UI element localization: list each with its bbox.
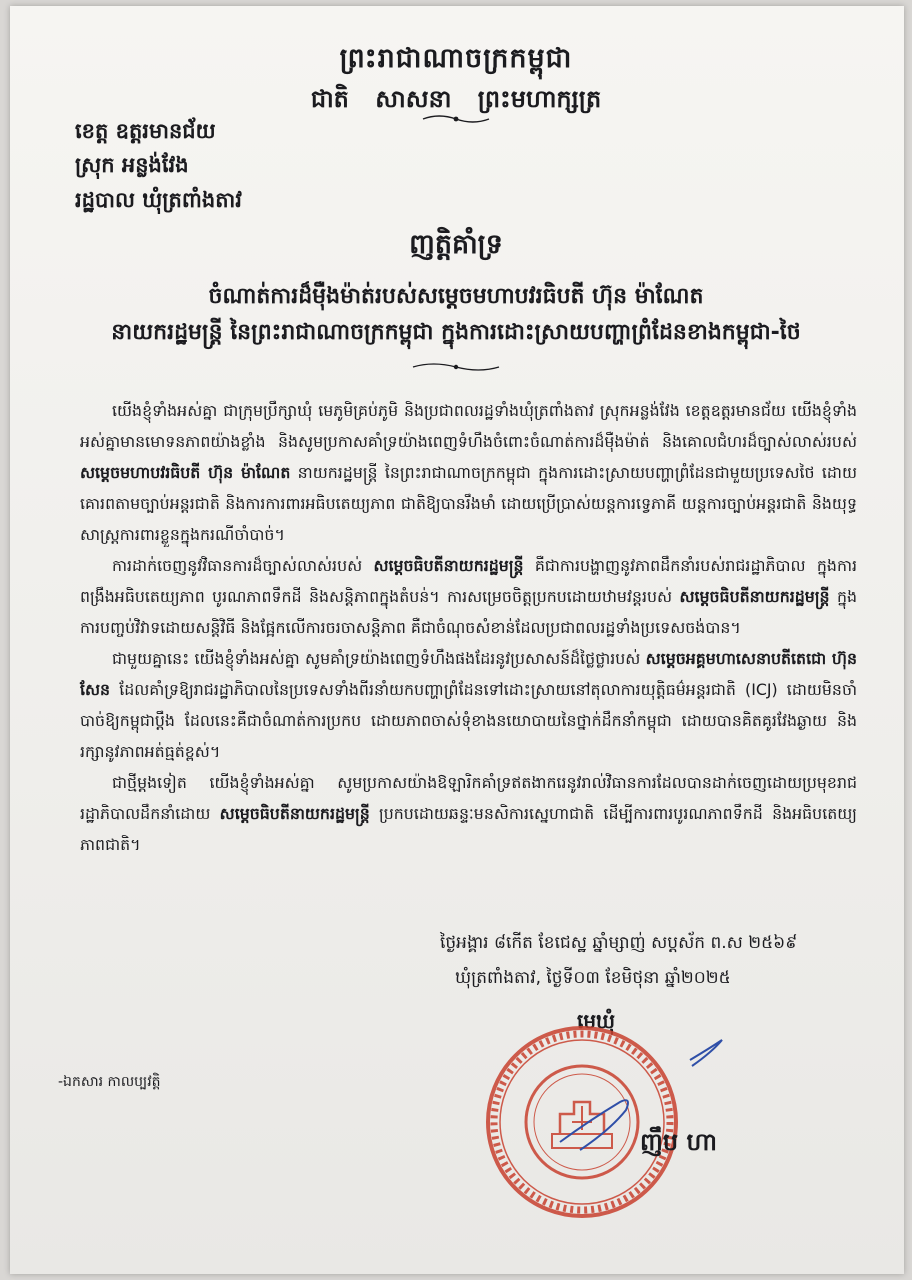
address-province: ខេត្ត ឧត្តរមានជ័យ bbox=[75, 119, 216, 143]
document-title: ញត្តិគាំទ្រ bbox=[409, 229, 503, 260]
senate-president-name: សម្តេចអគ្គមហាសេនាបតីតេជោ ហ៊ុន សែន bbox=[80, 649, 857, 699]
pm-title: សម្តេចធិបតីនាយករដ្ឋមន្ត្រី bbox=[373, 556, 524, 575]
commune-chief-label: មេឃុំ bbox=[577, 1009, 616, 1033]
pm-name: សម្តេចមហាបវរធិបតី ហ៊ុន ម៉ាណែត bbox=[80, 463, 291, 482]
national-motto-kingdom: ព្រះរាជាណាចក្រកម្ពុជា bbox=[339, 43, 573, 74]
pm-title: សម្តេចធិបតីនាយករដ្ឋមន្ត្រី bbox=[219, 804, 370, 823]
paragraph-2: ការដាក់ចេញនូវវិធានការដ៏ច្បាស់លាស់របស់ សម្តេចធិបតីនាយករដ្ឋមន្ត្រី គឺជាការបង្ហាញនូវភាពដឹកនាំរបស់រាជរដ្ឋាភិបាល ក្នុងការពង្រឹងអធិបតេយ្យភាព បូរណភាពទឹកដី និងសន្តិភាពក្នុងតំបន់។ ការសម្រេចចិត្តប្រកបដោយឋាមវន្តរបស់ សម្តេចធិបតីនាយករដ្ឋមន្ត្រី ក្នុងការបញ្ចប់វិវាទដោយសន្តិវិធី និងផ្អែកលើការចរចាសន្តិភាព គឺជាចំណុចសំខាន់ដែលប្រជាពលរដ្ឋទាំងប្រទេសចង់បាន។ bbox=[80, 556, 858, 637]
solar-date: ឃុំត្រពាំងតាវ, ថ្ងៃទី០៣ ខែមិថុនា ឆ្នាំ២០២៥ bbox=[455, 968, 731, 988]
document-subtitle-line2: នាយករដ្ឋមន្ត្រី នៃព្រះរាជាណាចក្រកម្ពុជា ក្នុងការដោះស្រាយបញ្ហាព្រំដែនខាងកម្ពុជា-ថៃ bbox=[111, 320, 801, 345]
paragraph-1: យើងខ្ញុំទាំងអស់គ្នា ជាក្រុមប្រឹក្សាឃុំ មេភូមិគ្រប់ភូមិ និងប្រជាពលរដ្ឋទាំងឃុំត្រពាំងតាវ ស្រុកអន្លង់វែង ខេត្តឧត្តរមានជ័យ យើងខ្ញុំទាំងអស់គ្នាមានមោទនភាពយ៉ាងខ្លាំង និងសូមប្រកាសគាំទ្រយ៉ាងពេញទំហឹងចំពោះចំណាត់ការដ៏មុឺងម៉ាត់ និងគោលជំហរដ៏ច្បាស់លាស់របស់ សម្តេចមហាបវរធិបតី ហ៊ុន ម៉ាណែត នាយករដ្ឋមន្ត្រី នៃព្រះរាជាណាចក្រកម្ពុជា ក្នុងការដោះស្រាយបញ្ហាព្រំដែនជាមួយប្រទេសថៃ ដោយគោរពតាមច្បាប់អន្តរជាតិ និងការការពារអធិបតេយ្យភាព ជាតិឱ្យបានរឹងមាំ ដោយប្រើប្រាស់យន្តការទ្វេភាគី យន្តការច្បាប់អន្តរជាតិ និងយុទ្ធសាស្ត្រការពារខ្លួនក្នុងករណីចាំបាច់។ bbox=[80, 401, 857, 544]
paragraph-3: ជាមួយគ្នានេះ យើងខ្ញុំទាំងអស់គ្នា សូមគាំទ្រយ៉ាងពេញទំហឹងផងដែរនូវប្រសាសន៍ដ៏ថ្លៃថ្លារបស់ សម្តេចអគ្គមហាសេនាបតីតេជោ ហ៊ុន សែន ដែលគាំទ្រឱ្យរាជរដ្ឋាភិបាលនៃប្រទេសទាំងពីរនាំយកបញ្ហាព្រំដែនទៅដោះស្រាយនៅតុលាការយុត្តិធម៌អន្តរជាតិ (ICJ) ដោយមិនចាំបាច់ឱ្យកម្ពុជាប្តឹង ដែលនេះគឺជាចំណាត់ការប្រកប ដោយភាពចាស់ទុំខាងនយោបាយនៃថ្នាក់ដឹកនាំកម្ពុជា ដោយបានគិតគូរវែងឆ្ងាយ និងរក្សានូវភាពអត់ធ្មត់ខ្ពស់។ bbox=[80, 649, 857, 761]
signer-name: ញឹប ហា bbox=[640, 1128, 717, 1156]
title-ornament bbox=[0, 358, 912, 370]
address-commune: រដ្ឋបាល ឃុំត្រពាំងតាវ bbox=[75, 188, 242, 212]
address-district: ស្រុក អន្លង់វែង bbox=[75, 153, 189, 177]
archive-note: -ឯកសារ កាលប្បវត្តិ bbox=[58, 1074, 161, 1090]
pm-title: សម្តេចធិបតីនាយករដ្ឋមន្ត្រី bbox=[679, 587, 830, 606]
document-subtitle-line1: ចំណាត់ការដ៏មុឺងម៉ាត់របស់សម្ដេចមហាបវរធិបតី ហ៊ុន ម៉ាណែត bbox=[208, 284, 704, 309]
paragraph-4: ជាថ្មីម្តងទៀត យើងខ្ញុំទាំងអស់គ្នា សូមប្រកាសយ៉ាងឱឡារិកគាំទ្រឥតងាករេនូវរាល់វិធានការដែលបានដាក់ចេញដោយប្រមុខរាជរដ្ឋាភិបាលដឹកនាំដោយ សម្តេចធិបតីនាយករដ្ឋមន្ត្រី ប្រកបដោយឆន្ទៈមនសិការស្នេហាជាតិ ដើម្បីការពារបូរណភាពទឹកដី និងអធិបតេយ្យភាពជាតិ។ bbox=[80, 773, 857, 854]
national-motto-nation: ជាតិ សាសនា ព្រះមហាក្សត្រ bbox=[310, 85, 602, 113]
lunar-date: ថ្ងៃអង្គារ ៨កើត ខែជេស្ឋ ឆ្នាំម្សាញ់ សប្តស័ក ព.ស ២៥៦៩ bbox=[440, 933, 798, 953]
document-body bbox=[80, 395, 857, 860]
